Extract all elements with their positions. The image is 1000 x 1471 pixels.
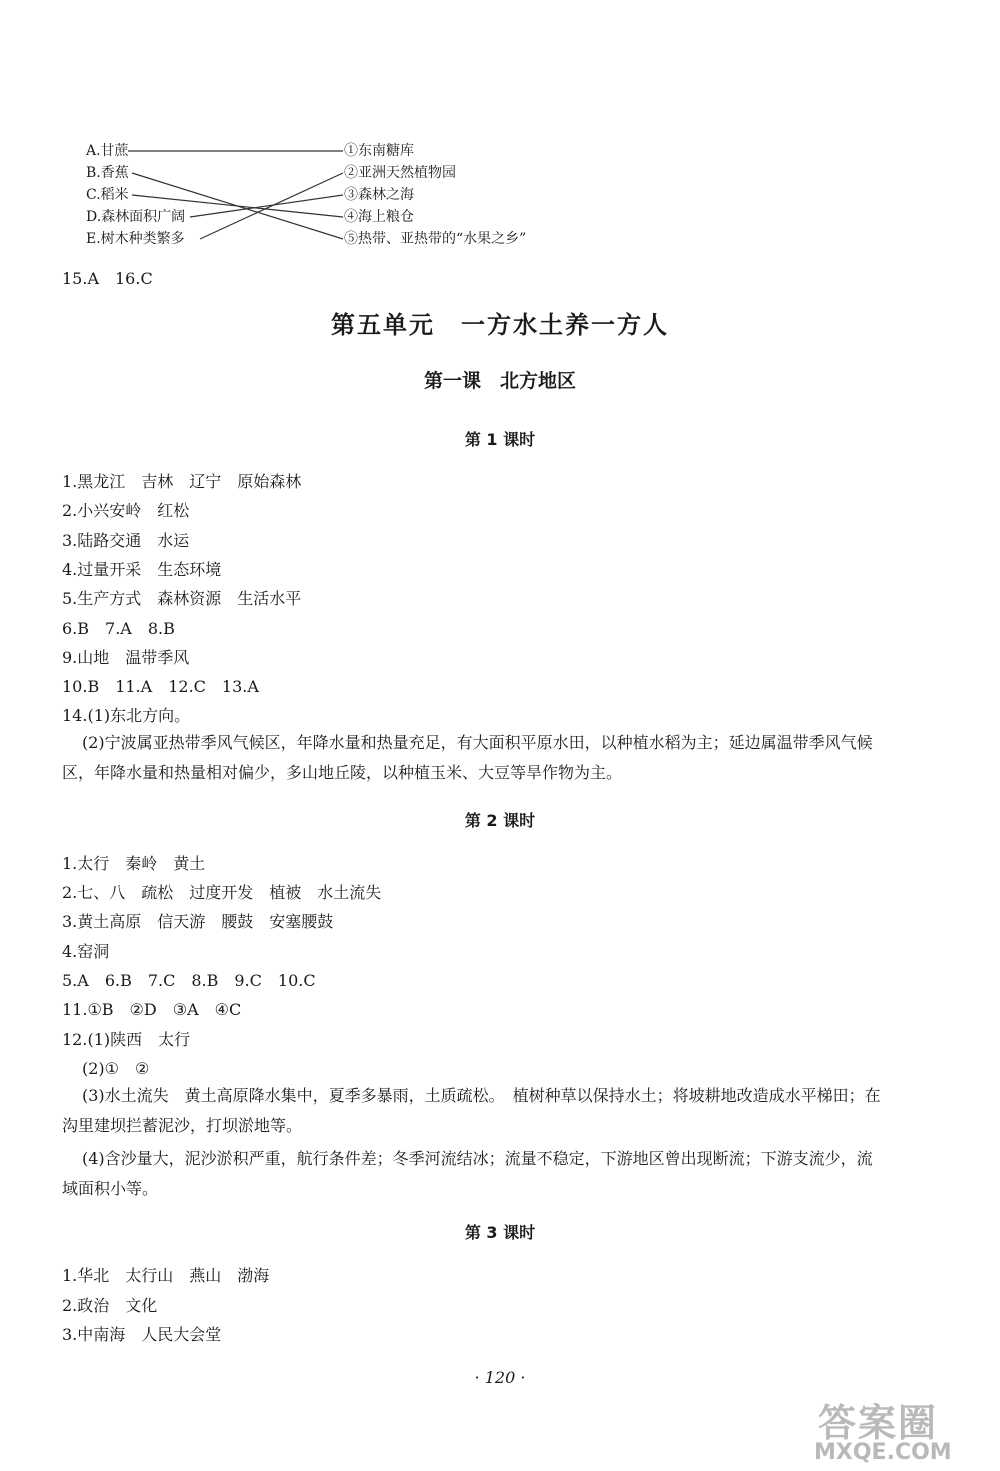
answer-line: 2.七、八 疏松 过度开发 植被 水土流失 (62, 883, 382, 902)
matching-left-item: B.香蕉 (86, 165, 129, 181)
period-2-title: 第 2 课时 (464, 811, 536, 830)
answer-line: 1.太行 秦岭 黄土 (62, 854, 206, 873)
answers-15-16: 15.A 16.C (62, 269, 153, 288)
period-1-title: 第 1 课时 (464, 430, 536, 449)
answer-line: 2.小兴安岭 红松 (62, 501, 190, 520)
answer-line: 3.中南海 人民大会堂 (62, 1325, 222, 1344)
answer-line: (2)① ② (82, 1059, 150, 1078)
answer-line: 4.窑洞 (62, 942, 110, 961)
answer-paragraph: (4)含沙量大，泥沙淤积严重，航行条件差；冬季河流结冰；流量不稳定，下游地区曾出现断流；下游支流少，流域面积小等。 (62, 1149, 873, 1198)
watermark-logo: 答案圈 (818, 1401, 939, 1445)
matching-lines (0, 0, 1000, 300)
matching-left-item: E.树木种类繁多 (86, 231, 185, 247)
answer-line: 3.陆路交通 水运 (62, 531, 190, 550)
match-line (200, 173, 343, 239)
answer-paragraph: (2)宁波属亚热带季风气候区，年降水量和热量充足，有大面积平原水田，以种植水稻为主；延边属温带季风气候区，年降水量和热量相对偏少，多山地丘陵，以种植玉米、大豆等旱作物为主。 (62, 733, 873, 782)
answer-paragraph: (3)水土流失 黄土高原降水集中，夏季多暴雨，土质疏松。 植树种草以保持水土；将坡耕地改造成水平梯田；在沟里建坝拦蓄泥沙，打坝淤地等。 (62, 1086, 881, 1135)
answer-line: 10.B 11.A 12.C 13.A (62, 677, 259, 696)
matching-left-item: C.稻米 (86, 187, 129, 203)
answer-line: 2.政治 文化 (62, 1296, 158, 1315)
matching-right-item: ③森林之海 (344, 187, 414, 203)
answer-line: 6.B 7.A 8.B (62, 619, 175, 638)
answer-line: 14.(1)东北方向。 (62, 706, 191, 725)
matching-left-item: D.森林面积广阔 (86, 209, 186, 225)
answer-line: 1.华北 太行山 燕山 渤海 (62, 1266, 270, 1285)
answer-line: 4.过量开采 生态环境 (62, 560, 222, 579)
period-3-title: 第 3 课时 (464, 1223, 536, 1242)
matching-right-item: ①东南糖库 (344, 143, 414, 159)
unit-title: 第五单元 一方水土养一方人 (331, 310, 669, 339)
matching-right-item: ④海上粮仓 (344, 209, 414, 225)
page-number: · 120 · (474, 1368, 526, 1387)
answer-line: 5.生产方式 森林资源 生活水平 (62, 589, 302, 608)
answer-line: 12.(1)陕西 太行 (62, 1030, 191, 1049)
answer-line: 11.①B ②D ③A ④C (62, 1000, 242, 1019)
watermark-url: MXQE.COM (814, 1440, 952, 1465)
answer-line: 9.山地 温带季风 (62, 648, 190, 667)
matching-left-item: A.甘蔗 (86, 143, 129, 159)
match-line (132, 195, 343, 217)
answer-line: 5.A 6.B 7.C 8.B 9.C 10.C (62, 971, 316, 990)
lesson-title: 第一课 北方地区 (423, 370, 576, 392)
matching-right-item: ②亚洲天然植物园 (344, 165, 456, 181)
answer-line: 3.黄土高原 信天游 腰鼓 安塞腰鼓 (62, 912, 334, 931)
answer-line: 1.黑龙江 吉林 辽宁 原始森林 (62, 472, 302, 491)
matching-right-item: ⑤热带、亚热带的“水果之乡” (344, 231, 527, 247)
